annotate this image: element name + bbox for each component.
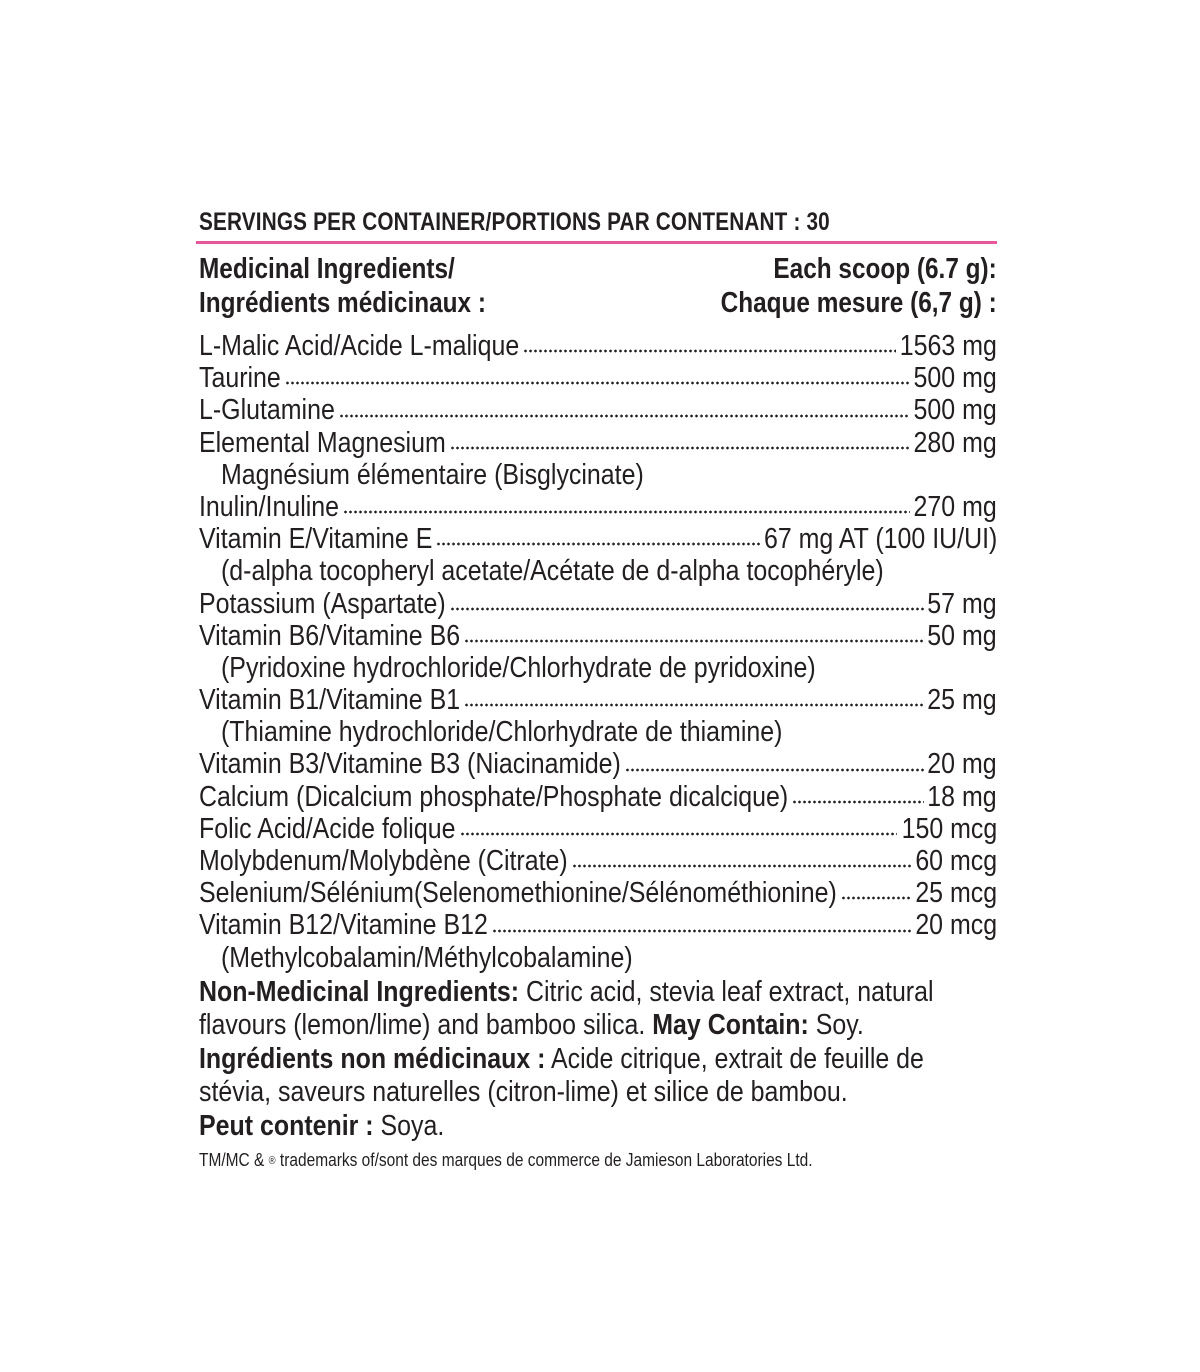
serving-size-heading-en: Each scoop (6.7 g):: [773, 253, 997, 285]
dot-leader: [343, 510, 910, 514]
servings-per-container: SERVINGS PER CONTAINER/PORTIONS PAR CONTENANT : 30: [199, 208, 830, 236]
ingredient-row: [199, 330, 997, 362]
non-medicinal-line-4: stévia, saveurs naturelles (citron-lime) et silice de bambou.: [199, 1076, 848, 1109]
ingredient-amount: 50 mg: [927, 619, 997, 652]
header-right: [668, 252, 997, 320]
ingredient-row: [199, 394, 997, 426]
ingredient-amount: 20 mg: [927, 748, 997, 781]
ingredient-amount: 25 mg: [927, 684, 997, 717]
ingredient-amount: 280 mg: [913, 426, 997, 459]
ingredient-name: Calcium (Dicalcium phosphate/Phosphate dicalcique): [199, 780, 789, 813]
medicinal-ingredients-heading-fr: Ingrédients médicinaux :: [199, 287, 486, 319]
dot-leader: [339, 414, 910, 418]
ingredient-amount: 67 mg AT (100 IU/UI): [763, 523, 997, 556]
ingredient-row: [199, 620, 997, 652]
header-left: [199, 252, 541, 320]
ingredient-amount: 270 mg: [913, 490, 997, 523]
ingredient-amount: 18 mg: [927, 780, 997, 813]
non-medicinal-label-fr: Ingrédients non médicinaux :: [199, 1042, 546, 1075]
ingredient-amount: 60 mcg: [915, 845, 997, 877]
ingredient-source: Magnésium élémentaire (Bisglycinate): [221, 458, 644, 491]
non-medicinal-ingredients: [199, 976, 997, 1144]
registered-icon: ®: [268, 1155, 276, 1168]
dot-leader: [523, 349, 896, 353]
may-contain-label: May Contain:: [652, 1009, 809, 1042]
ingredient-row: [199, 362, 997, 394]
ingredient-source: (Methylcobalamin/Méthylcobalamine): [221, 941, 633, 974]
ingredient-row: [199, 684, 997, 716]
ingredient-name: Elemental Magnesium: [199, 426, 446, 459]
non-medicinal-line-5: Peut contenir : Soya.: [199, 1109, 445, 1142]
ingredient-source: (Pyridoxine hydrochloride/Chlorhydrate de pyridoxine): [221, 651, 816, 684]
ingredient-name: Potassium (Aspartate): [199, 587, 446, 620]
ingredient-source: (Thiamine hydrochloride/Chlorhydrate de thiamine): [221, 716, 783, 749]
ingredient-row: [199, 813, 997, 845]
ingredient-amount: 150 mcg: [901, 812, 997, 845]
ingredient-name: Vitamin B6/Vitamine B6: [199, 619, 461, 652]
dot-leader: [572, 864, 911, 868]
dot-leader: [285, 381, 910, 385]
ingredient-amount: 57 mg: [927, 587, 997, 620]
supplement-facts-label: [199, 206, 997, 1174]
dot-leader: [492, 929, 911, 933]
ingredient-amount: 25 mcg: [915, 877, 997, 910]
dot-leader: [450, 607, 924, 611]
dot-leader: [464, 703, 924, 707]
ingredient-row: [199, 845, 997, 877]
non-medicinal-line-1: Non-Medicinal Ingredients: Citric acid, stevia leaf extract, natural: [199, 975, 934, 1008]
non-medicinal-line-2: flavours (lemon/lime) and bamboo silica. May Contain: Soy.: [199, 1009, 864, 1042]
dot-leader: [792, 800, 924, 804]
ingredient-amount: 20 mcg: [915, 909, 997, 942]
ingredient-list: [199, 330, 997, 974]
non-medicinal-label-en: Non-Medicinal Ingredients:: [199, 975, 520, 1008]
ingredient-row: [199, 491, 997, 523]
ingredient-row: [199, 748, 997, 780]
dot-leader: [436, 542, 759, 546]
ingredient-amount: 500 mg: [913, 362, 997, 395]
ingredient-amount: 1563 mg: [899, 330, 997, 362]
ingredient-source: (d-alpha tocopheryl acetate/Acétate de d-alpha tocophéryle): [221, 555, 884, 588]
ingredient-name: L-Glutamine: [199, 394, 335, 427]
ingredient-name: Vitamin B3/Vitamine B3 (Niacinamide): [199, 748, 621, 781]
peut-contenir-label: Peut contenir :: [199, 1109, 374, 1142]
dot-leader: [464, 639, 924, 643]
ingredient-name: Molybdenum/Molybdène (Citrate): [199, 845, 568, 877]
ingredient-row: [199, 588, 997, 620]
ingredient-name: Vitamin B12/Vitamine B12: [199, 909, 488, 942]
ingredient-name: Taurine: [199, 362, 281, 395]
non-medicinal-line-3: Ingrédients non médicinaux : Acide citrique, extrait de feuille de: [199, 1042, 924, 1075]
serving-size-heading-fr: Chaque mesure (6,7 g) :: [720, 287, 997, 319]
ingredient-name: Folic Acid/Acide folique: [199, 812, 456, 845]
dot-leader: [450, 446, 910, 450]
medicinal-ingredients-heading-en: Medicinal Ingredients/: [199, 253, 455, 285]
ingredient-row: [199, 781, 997, 813]
dot-leader: [841, 896, 911, 900]
ingredient-name: Inulin/Inuline: [199, 490, 340, 523]
ingredient-row: [199, 523, 997, 555]
ingredients-header: [199, 252, 997, 320]
trademark-notice: TM/MC & ® trademarks of/sont des marques de commerce de Jamieson Laboratories Ltd.: [199, 1150, 813, 1171]
ingredient-name: Selenium/Sélénium(Selenomethionine/Sélénométhionine): [199, 877, 837, 910]
ingredient-row: [199, 427, 997, 459]
ingredient-amount: 500 mg: [913, 394, 997, 427]
pink-divider: [196, 241, 997, 244]
ingredient-name: Vitamin B1/Vitamine B1: [199, 684, 461, 717]
ingredient-row: [199, 877, 997, 909]
ingredient-row: [199, 909, 997, 941]
ingredient-name: Vitamin E/Vitamine E: [199, 523, 433, 556]
dot-leader: [460, 832, 898, 836]
ingredient-name: L-Malic Acid/Acide L-malique: [199, 330, 520, 362]
dot-leader: [625, 768, 924, 772]
